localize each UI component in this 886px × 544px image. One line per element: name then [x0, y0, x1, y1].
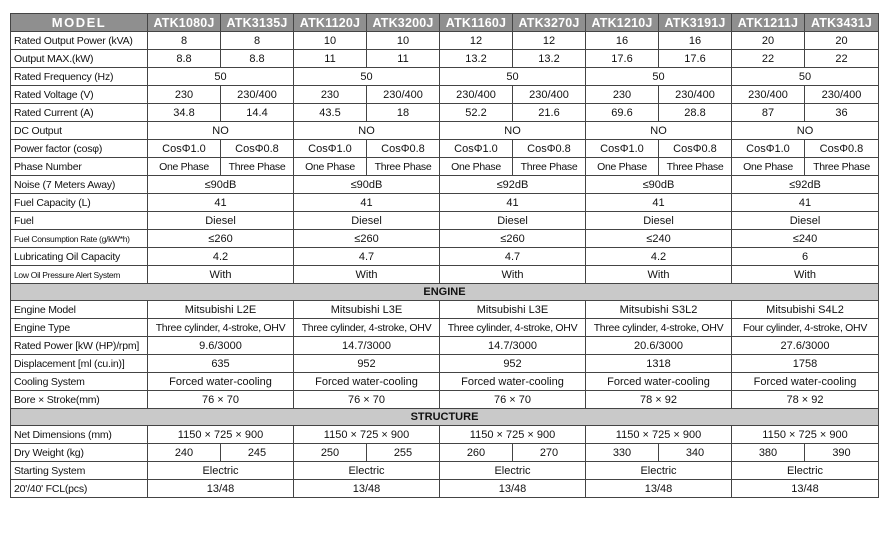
value-cell: 28.8 — [659, 104, 732, 122]
value-cell: 8 — [148, 32, 221, 50]
value-cell: 50 — [294, 68, 440, 86]
value-cell: 41 — [148, 194, 294, 212]
row-fuel-consumption — [11, 230, 879, 248]
value-cell: 230/400 — [805, 86, 879, 104]
value-cell: 10 — [367, 32, 440, 50]
value-cell: ≤90dB — [586, 176, 732, 194]
header-row — [11, 14, 879, 32]
value-cell: Electric — [440, 462, 586, 480]
value-cell: 11 — [294, 50, 367, 68]
value-cell: Diesel — [148, 212, 294, 230]
value-cell: ≤92dB — [732, 176, 879, 194]
model-header-cell: ATK3431J — [805, 14, 879, 32]
row-phase-number — [11, 158, 879, 176]
value-cell: Forced water-cooling — [440, 373, 586, 391]
value-cell: Diesel — [440, 212, 586, 230]
value-cell: NO — [294, 122, 440, 140]
row-label: Lubricating Oil Capacity — [11, 248, 148, 266]
row-lubricating-oil — [11, 248, 879, 266]
value-cell: 1150 × 725 × 900 — [586, 426, 732, 444]
value-cell: 635 — [148, 355, 294, 373]
value-cell: CosΦ1.0 — [148, 140, 221, 158]
value-cell: 330 — [586, 444, 659, 462]
value-cell: 1318 — [586, 355, 732, 373]
value-cell: 8.8 — [221, 50, 294, 68]
value-cell: ≤260 — [440, 230, 586, 248]
value-cell: ≤92dB — [440, 176, 586, 194]
value-cell: Three cylinder, 4-stroke, OHV — [148, 319, 294, 337]
value-cell: ≤260 — [148, 230, 294, 248]
value-cell: 87 — [732, 104, 805, 122]
value-cell: 50 — [586, 68, 732, 86]
value-cell: NO — [586, 122, 732, 140]
value-cell: 34.8 — [148, 104, 221, 122]
value-cell: 14.7/3000 — [294, 337, 440, 355]
section-row-engine — [11, 284, 879, 301]
value-cell: 240 — [148, 444, 221, 462]
row-label: Rated Output Power (kVA) — [11, 32, 148, 50]
model-header-cell: ATK1211J — [732, 14, 805, 32]
value-cell: Forced water-cooling — [294, 373, 440, 391]
row-label: Displacement [ml (cu.in)] — [11, 355, 148, 373]
value-cell: 230/400 — [513, 86, 586, 104]
row-label: Low Oil Pressure Alert System — [11, 266, 148, 284]
value-cell: 20 — [732, 32, 805, 50]
row-low-oil-alert — [11, 266, 879, 284]
value-cell: 230 — [586, 86, 659, 104]
value-cell: 41 — [440, 194, 586, 212]
value-cell: 43.5 — [294, 104, 367, 122]
value-cell: Electric — [586, 462, 732, 480]
model-header-cell: ATK1120J — [294, 14, 367, 32]
value-cell: Mitsubishi S3L2 — [586, 301, 732, 319]
row-label: Rated Frequency (Hz) — [11, 68, 148, 86]
row-label: Noise (7 Meters Away) — [11, 176, 148, 194]
value-cell: 4.7 — [294, 248, 440, 266]
row-label: 20'/40' FCL(pcs) — [11, 480, 148, 498]
value-cell: 50 — [148, 68, 294, 86]
value-cell: Mitsubishi L3E — [294, 301, 440, 319]
row-rated-frequency — [11, 68, 879, 86]
value-cell: 41 — [732, 194, 879, 212]
value-cell: 52.2 — [440, 104, 513, 122]
row-label: Output MAX.(kW) — [11, 50, 148, 68]
row-label: Engine Model — [11, 301, 148, 319]
row-rated-output-power — [11, 32, 879, 50]
row-net-dimensions — [11, 426, 879, 444]
value-cell: 9.6/3000 — [148, 337, 294, 355]
value-cell: ≤240 — [732, 230, 879, 248]
row-label: Fuel Capacity (L) — [11, 194, 148, 212]
value-cell: 17.6 — [586, 50, 659, 68]
row-dc-output — [11, 122, 879, 140]
value-cell: CosΦ1.0 — [586, 140, 659, 158]
value-cell: 6 — [732, 248, 879, 266]
value-cell: 12 — [440, 32, 513, 50]
row-fcl — [11, 480, 879, 498]
value-cell: Mitsubishi L2E — [148, 301, 294, 319]
value-cell: CosΦ0.8 — [221, 140, 294, 158]
row-rated-current — [11, 104, 879, 122]
value-cell: 22 — [805, 50, 879, 68]
value-cell: NO — [148, 122, 294, 140]
value-cell: 245 — [221, 444, 294, 462]
value-cell: One Phase — [440, 158, 513, 176]
model-header-label: MODEL — [11, 14, 148, 32]
value-cell: Three cylinder, 4-stroke, OHV — [440, 319, 586, 337]
model-header-cell: ATK3135J — [221, 14, 294, 32]
value-cell: 260 — [440, 444, 513, 462]
value-cell: 41 — [586, 194, 732, 212]
value-cell: 13/48 — [586, 480, 732, 498]
row-label: Fuel Consumption Rate (g/kW*h) — [11, 230, 148, 248]
value-cell: With — [732, 266, 879, 284]
value-cell: CosΦ0.8 — [513, 140, 586, 158]
value-cell: 230/400 — [659, 86, 732, 104]
value-cell: 4.2 — [586, 248, 732, 266]
value-cell: 1150 × 725 × 900 — [294, 426, 440, 444]
value-cell: 20 — [805, 32, 879, 50]
value-cell: 1758 — [732, 355, 879, 373]
row-dry-weight — [11, 444, 879, 462]
value-cell: Four cylinder, 4-stroke, OHV — [732, 319, 879, 337]
row-label: Rated Voltage (V) — [11, 86, 148, 104]
value-cell: 20.6/3000 — [586, 337, 732, 355]
value-cell: 4.2 — [148, 248, 294, 266]
value-cell: 21.6 — [513, 104, 586, 122]
model-header-cell: ATK1080J — [148, 14, 221, 32]
spec-table — [10, 13, 879, 498]
value-cell: With — [148, 266, 294, 284]
value-cell: CosΦ1.0 — [440, 140, 513, 158]
value-cell: Diesel — [294, 212, 440, 230]
value-cell: Three cylinder, 4-stroke, OHV — [294, 319, 440, 337]
row-output-max — [11, 50, 879, 68]
value-cell: 13.2 — [440, 50, 513, 68]
value-cell: 230/400 — [221, 86, 294, 104]
value-cell: 14.7/3000 — [440, 337, 586, 355]
value-cell: 78 × 92 — [586, 391, 732, 409]
value-cell: 18 — [367, 104, 440, 122]
value-cell: One Phase — [294, 158, 367, 176]
value-cell: 4.7 — [440, 248, 586, 266]
value-cell: 230/400 — [367, 86, 440, 104]
value-cell: Three cylinder, 4-stroke, OHV — [586, 319, 732, 337]
value-cell: 16 — [586, 32, 659, 50]
value-cell: 36 — [805, 104, 879, 122]
value-cell: 13/48 — [294, 480, 440, 498]
value-cell: 230 — [294, 86, 367, 104]
value-cell: ≤240 — [586, 230, 732, 248]
value-cell: 270 — [513, 444, 586, 462]
value-cell: 13/48 — [732, 480, 879, 498]
model-header-cell: ATK3270J — [513, 14, 586, 32]
value-cell: One Phase — [586, 158, 659, 176]
row-bore-stroke — [11, 391, 879, 409]
model-header-cell: ATK1160J — [440, 14, 513, 32]
value-cell: One Phase — [148, 158, 221, 176]
value-cell: 10 — [294, 32, 367, 50]
value-cell: 17.6 — [659, 50, 732, 68]
value-cell: ≤90dB — [294, 176, 440, 194]
value-cell: NO — [440, 122, 586, 140]
value-cell: CosΦ1.0 — [294, 140, 367, 158]
value-cell: Three Phase — [221, 158, 294, 176]
row-cooling-system — [11, 373, 879, 391]
value-cell: Three Phase — [367, 158, 440, 176]
value-cell: 16 — [659, 32, 732, 50]
model-header-cell: ATK1210J — [586, 14, 659, 32]
row-label: Phase Number — [11, 158, 148, 176]
row-label: Dry Weight (kg) — [11, 444, 148, 462]
value-cell: Three Phase — [659, 158, 732, 176]
value-cell: Diesel — [586, 212, 732, 230]
value-cell: 952 — [294, 355, 440, 373]
value-cell: Mitsubishi L3E — [440, 301, 586, 319]
value-cell: 14.4 — [221, 104, 294, 122]
value-cell: Forced water-cooling — [732, 373, 879, 391]
value-cell: ≤260 — [294, 230, 440, 248]
row-label: DC Output — [11, 122, 148, 140]
value-cell: With — [440, 266, 586, 284]
value-cell: NO — [732, 122, 879, 140]
value-cell: Electric — [732, 462, 879, 480]
row-label: Fuel — [11, 212, 148, 230]
value-cell: 340 — [659, 444, 732, 462]
value-cell: 390 — [805, 444, 879, 462]
value-cell: 952 — [440, 355, 586, 373]
value-cell: One Phase — [732, 158, 805, 176]
value-cell: Electric — [294, 462, 440, 480]
section-title: STRUCTURE — [11, 409, 879, 426]
value-cell: 12 — [513, 32, 586, 50]
spec-table-body — [11, 14, 879, 498]
value-cell: 78 × 92 — [732, 391, 879, 409]
value-cell: 22 — [732, 50, 805, 68]
value-cell: Forced water-cooling — [148, 373, 294, 391]
row-label: Starting System — [11, 462, 148, 480]
row-label: Power factor (cosφ) — [11, 140, 148, 158]
value-cell: 380 — [732, 444, 805, 462]
value-cell: 11 — [367, 50, 440, 68]
section-row-structure — [11, 409, 879, 426]
row-starting-system — [11, 462, 879, 480]
value-cell: CosΦ1.0 — [732, 140, 805, 158]
value-cell: 255 — [367, 444, 440, 462]
value-cell: 76 × 70 — [148, 391, 294, 409]
row-rated-voltage — [11, 86, 879, 104]
model-header-cell: ATK3191J — [659, 14, 732, 32]
value-cell: CosΦ0.8 — [805, 140, 879, 158]
value-cell: With — [586, 266, 732, 284]
value-cell: 69.6 — [586, 104, 659, 122]
row-label: Net Dimensions (mm) — [11, 426, 148, 444]
value-cell: Three Phase — [805, 158, 879, 176]
value-cell: 8.8 — [148, 50, 221, 68]
value-cell: 1150 × 725 × 900 — [148, 426, 294, 444]
value-cell: CosΦ0.8 — [659, 140, 732, 158]
value-cell: 230 — [148, 86, 221, 104]
value-cell: 13/48 — [440, 480, 586, 498]
value-cell: Forced water-cooling — [586, 373, 732, 391]
row-noise — [11, 176, 879, 194]
value-cell: 27.6/3000 — [732, 337, 879, 355]
value-cell: 41 — [294, 194, 440, 212]
row-label: Cooling System — [11, 373, 148, 391]
value-cell: 76 × 70 — [294, 391, 440, 409]
model-header-cell: ATK3200J — [367, 14, 440, 32]
value-cell: Diesel — [732, 212, 879, 230]
row-label: Bore × Stroke(mm) — [11, 391, 148, 409]
value-cell: 13/48 — [148, 480, 294, 498]
row-displacement — [11, 355, 879, 373]
value-cell: 50 — [732, 68, 879, 86]
row-fuel — [11, 212, 879, 230]
value-cell: 1150 × 725 × 900 — [732, 426, 879, 444]
value-cell: Electric — [148, 462, 294, 480]
row-power-factor — [11, 140, 879, 158]
value-cell: 230/400 — [440, 86, 513, 104]
value-cell: Mitsubishi S4L2 — [732, 301, 879, 319]
row-label: Engine Type — [11, 319, 148, 337]
value-cell: 76 × 70 — [440, 391, 586, 409]
section-title: ENGINE — [11, 284, 879, 301]
row-engine-type — [11, 319, 879, 337]
value-cell: 13.2 — [513, 50, 586, 68]
value-cell: 250 — [294, 444, 367, 462]
value-cell: 230/400 — [732, 86, 805, 104]
row-fuel-capacity — [11, 194, 879, 212]
row-label: Rated Current (A) — [11, 104, 148, 122]
row-label: Rated Power [kW (HP)/rpm] — [11, 337, 148, 355]
value-cell: With — [294, 266, 440, 284]
value-cell: CosΦ0.8 — [367, 140, 440, 158]
row-engine-model — [11, 301, 879, 319]
value-cell: 50 — [440, 68, 586, 86]
value-cell: ≤90dB — [148, 176, 294, 194]
value-cell: 1150 × 725 × 900 — [440, 426, 586, 444]
value-cell: Three Phase — [513, 158, 586, 176]
row-rated-power — [11, 337, 879, 355]
value-cell: 8 — [221, 32, 294, 50]
